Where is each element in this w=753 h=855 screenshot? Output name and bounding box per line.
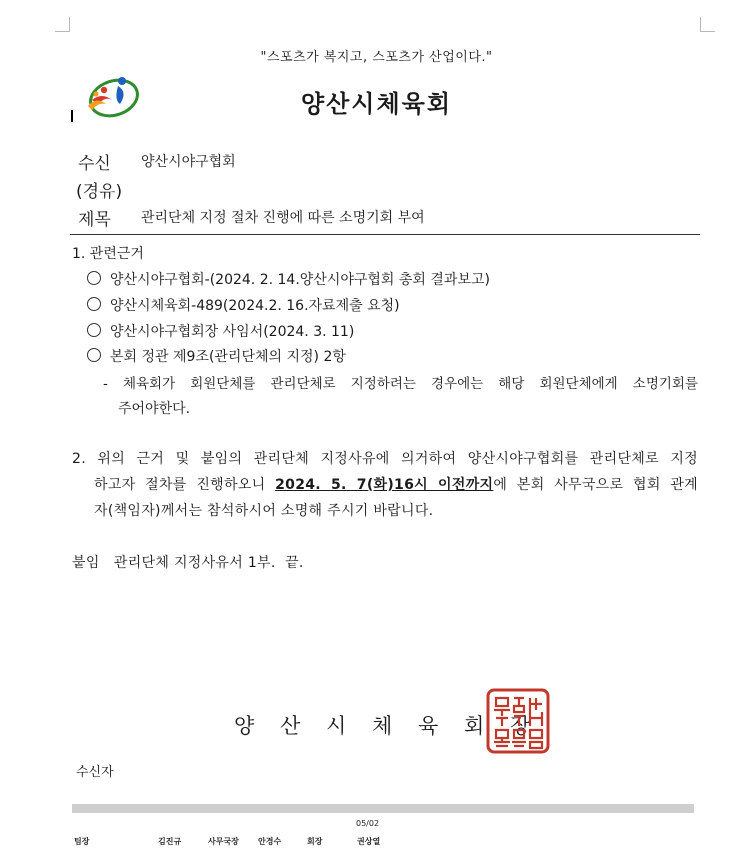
basis-item-text: 양산시체육회-489(2024.2. 16.자료제출 요청) bbox=[110, 298, 400, 314]
signature-char: 회 bbox=[464, 714, 485, 738]
crop-mark-top-right bbox=[700, 17, 715, 32]
signature-char: 체 bbox=[372, 714, 393, 738]
attachment-line: 붙임 관리단체 지정사유서 1부. 끝. bbox=[72, 555, 304, 571]
header-divider bbox=[70, 234, 700, 235]
footer-bar bbox=[72, 804, 694, 813]
crop-mark-top-left bbox=[55, 17, 70, 32]
approval-role: 팀장 bbox=[74, 837, 90, 846]
approval-role: 사무국장 bbox=[208, 837, 239, 846]
basis-subitem-line: - 체육회가 회원단체를 관리단체로 지정하려는 경우에는 해당 회원단체에게 소명기회를 bbox=[103, 376, 698, 392]
approval-role: 회장 bbox=[307, 837, 323, 846]
section2-line-text: 하고자 절차를 진행하오니 bbox=[94, 477, 276, 493]
basis-item bbox=[87, 346, 346, 366]
recipient-value: 양산시야구협회 bbox=[141, 154, 236, 170]
via-label: (경유) bbox=[76, 182, 123, 202]
approval-name: 안경수 bbox=[258, 837, 282, 846]
basis-item bbox=[87, 269, 490, 289]
section2-line: 2. 위의 근거 및 붙임의 관리단체 지정사유에 의거하여 양산시야구협회를 관리단체로 지정 bbox=[72, 451, 698, 467]
circle-bullet-icon bbox=[87, 271, 101, 285]
signature-char: 양 bbox=[234, 714, 255, 738]
page-indicator: 05/02 bbox=[356, 819, 380, 828]
org-title: 양산시체육회 bbox=[300, 90, 453, 118]
recipient-label: 수신 bbox=[78, 154, 111, 174]
basis-item bbox=[87, 321, 354, 341]
signature-char: 시 bbox=[326, 714, 347, 738]
basis-item-text: 본회 정관 제9조(관리단체의 지정) 2항 bbox=[110, 349, 346, 365]
approval-name: 김진규 bbox=[158, 837, 182, 846]
circle-bullet-icon bbox=[87, 323, 101, 337]
signature-char: 장 bbox=[510, 714, 531, 738]
signature-char: 산 bbox=[280, 714, 301, 738]
section2-line: 자(책임자)께서는 참석하시어 소명해 주시기 바랍니다. bbox=[94, 503, 434, 519]
basis-item-text: 양산시야구협회-(2024. 2. 14.양산시야구협회 총회 결과보고) bbox=[110, 272, 490, 288]
section2-line-text: 에 본회 사무국으로 협회 관계 bbox=[493, 477, 698, 493]
circle-bullet-icon bbox=[87, 297, 101, 311]
subject-value: 관리단체 지정 절차 진행에 따른 소명기회 부여 bbox=[141, 210, 425, 226]
section1-heading: 1. 관련근거 bbox=[72, 246, 144, 262]
basis-item-text: 양산시야구협회장 사임서(2024. 3. 11) bbox=[110, 324, 355, 340]
basis-subitem-line: 주어야한다. bbox=[118, 401, 191, 417]
approval-name: 권상열 bbox=[357, 837, 381, 846]
circle-bullet-icon bbox=[87, 348, 101, 362]
section2-line bbox=[94, 472, 698, 498]
basis-item bbox=[87, 295, 400, 315]
subject-label: 제목 bbox=[78, 210, 111, 230]
slogan: "스포츠가 복지고, 스포츠가 산업이다." bbox=[260, 50, 493, 65]
signature-char: 육 bbox=[418, 714, 439, 738]
deadline-text: 2024. 5. 7(화)16시 이전까지 bbox=[275, 477, 494, 493]
recipients-label: 수신자 bbox=[76, 765, 114, 780]
official-seal bbox=[486, 688, 550, 754]
